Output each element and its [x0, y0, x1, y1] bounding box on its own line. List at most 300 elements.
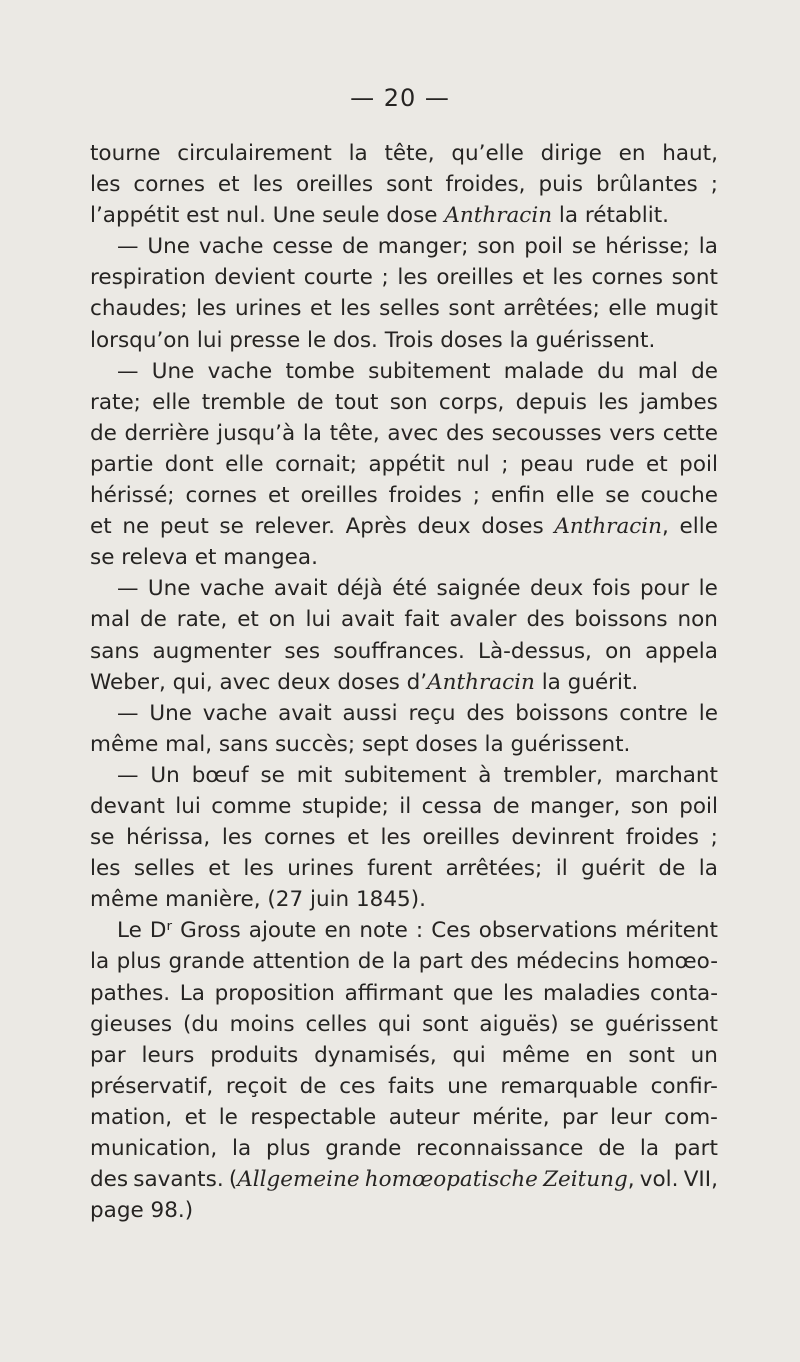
word: et	[347, 825, 369, 851]
word: se	[605, 483, 630, 509]
word: nul	[456, 451, 490, 477]
word: sans	[90, 638, 140, 664]
word: tête,	[329, 420, 380, 446]
word: rude	[585, 451, 635, 477]
word: corps,	[438, 389, 505, 415]
word: attention	[252, 949, 351, 975]
word: lui	[175, 793, 201, 819]
word: jambes	[639, 389, 718, 415]
text-line	[90, 387, 718, 418]
word: la	[392, 949, 412, 975]
word: se	[260, 762, 285, 788]
word: deux	[417, 514, 471, 540]
word: vers	[609, 420, 656, 446]
word: gieuses	[90, 1011, 173, 1037]
word: reconnaissance	[416, 1136, 584, 1161]
word: arrêtées;	[445, 856, 543, 882]
word: elle	[608, 296, 647, 322]
word: Une	[151, 358, 195, 384]
word: la	[348, 141, 368, 166]
word: Après	[345, 514, 407, 540]
word: comme	[211, 793, 292, 819]
word: elle	[152, 389, 191, 415]
word: cesse	[272, 234, 334, 260]
text-line	[90, 418, 718, 449]
text-line	[90, 356, 718, 387]
word: froides	[388, 483, 462, 509]
word: courte	[303, 265, 373, 291]
word: secousses	[491, 420, 602, 446]
word: tremble	[201, 389, 286, 415]
word: trembler,	[503, 762, 603, 788]
word: affirmant	[344, 980, 444, 1006]
italic-text: Anthracin	[444, 203, 553, 229]
word: en	[324, 918, 352, 944]
word: cessa	[421, 793, 483, 819]
text-line	[90, 200, 718, 231]
word: avec	[387, 420, 439, 446]
word: de	[598, 1136, 626, 1161]
word: grande	[325, 1136, 402, 1161]
word: les	[90, 856, 121, 882]
word: guérit	[581, 856, 645, 882]
word: jusqu’à	[217, 420, 296, 446]
word: hérissa,	[126, 825, 211, 851]
word: les	[90, 172, 121, 198]
word: un	[690, 1042, 718, 1068]
word: ;	[710, 825, 718, 851]
word: le	[218, 1104, 238, 1130]
word: que	[452, 980, 494, 1006]
word: respectable	[250, 1104, 377, 1130]
word: il	[555, 856, 568, 882]
word: selles	[379, 296, 440, 322]
word: et	[184, 1104, 207, 1130]
text-segment: se releva et mangea.	[90, 545, 318, 571]
word: couche	[640, 483, 718, 509]
text-line	[90, 1102, 718, 1133]
word: proposition	[214, 980, 335, 1006]
word: ses	[284, 638, 321, 664]
word: doses	[481, 514, 544, 540]
text-line	[90, 822, 718, 853]
word: des	[470, 949, 509, 975]
word: brûlantes	[595, 172, 698, 198]
word: de	[492, 793, 520, 819]
word: celles	[305, 1011, 367, 1037]
word: Dʳ	[149, 918, 173, 944]
text-line	[90, 698, 718, 729]
text-segment: la guérit.	[534, 669, 639, 695]
word: ;	[501, 451, 509, 477]
text-line	[90, 884, 718, 915]
word: leurs	[141, 1042, 195, 1068]
text-line	[90, 262, 718, 293]
word: Une	[149, 700, 192, 726]
word: avait	[273, 576, 328, 602]
text-line	[90, 667, 718, 698]
word: fait	[404, 607, 440, 633]
word: son	[389, 389, 428, 415]
word: vol.	[639, 1167, 679, 1193]
word: Une	[147, 234, 190, 260]
word: cette	[662, 420, 718, 446]
word: poil	[679, 451, 718, 477]
word: en	[618, 141, 646, 166]
word: Ces	[431, 918, 471, 944]
word: —	[117, 234, 139, 260]
word: Le	[117, 918, 142, 944]
word: remarquable	[500, 1073, 638, 1099]
word: sont	[422, 1011, 469, 1037]
word: dynamisés,	[314, 1042, 437, 1068]
word: la	[302, 420, 322, 446]
word: qu’elle	[451, 141, 524, 166]
word: de	[691, 358, 718, 384]
word: méritent	[625, 918, 718, 944]
word: vache	[202, 700, 268, 726]
word: vache	[199, 576, 265, 602]
word: guérissent	[604, 1011, 718, 1037]
word: mal	[637, 358, 678, 384]
word: les	[380, 825, 411, 851]
text-line	[90, 1071, 718, 1102]
word: contre	[619, 700, 688, 726]
word: maladies	[543, 980, 641, 1006]
word: sont	[386, 172, 433, 198]
word: grande	[168, 949, 245, 975]
word: se	[571, 234, 597, 260]
word: (Allgemeine	[228, 1167, 360, 1193]
word: —	[117, 762, 139, 788]
word: augmenter	[152, 638, 272, 664]
text-segment: Weber, qui, avec deux doses d’	[90, 669, 428, 695]
text-line	[90, 1164, 718, 1195]
word: ;	[710, 172, 718, 198]
word: ajoute	[248, 918, 317, 944]
word: on	[268, 607, 296, 633]
word: et	[237, 607, 259, 633]
word: Une	[147, 576, 191, 602]
word: auteur	[388, 1104, 460, 1130]
word: urines	[287, 856, 354, 882]
word: souffrances.	[333, 638, 465, 664]
word: mit	[296, 762, 333, 788]
word: conta-	[650, 980, 718, 1006]
word: homœopatische	[364, 1167, 538, 1193]
word: ces	[339, 1073, 376, 1099]
word: reçoit	[225, 1073, 287, 1099]
word: hérissé;	[90, 483, 175, 509]
word: boissons	[515, 700, 609, 726]
word: stupide;	[301, 793, 389, 819]
word: enfin	[490, 483, 545, 509]
text-line	[90, 449, 718, 480]
word: appela	[645, 638, 718, 664]
word: des	[445, 420, 485, 446]
page-number: — 20 —	[350, 84, 450, 112]
word: —	[117, 358, 139, 384]
word: avait	[340, 607, 395, 633]
word: le	[698, 576, 718, 602]
word: appétit	[368, 451, 445, 477]
word: VII,	[683, 1167, 718, 1193]
word: cornes	[133, 172, 205, 198]
word: été	[392, 576, 428, 602]
word: ne	[122, 514, 150, 540]
text-line	[90, 231, 718, 262]
text-line	[90, 325, 718, 356]
word: plus	[116, 949, 162, 975]
word: observations	[478, 918, 618, 944]
word: subitement	[344, 762, 467, 788]
word: peau	[519, 451, 574, 477]
word: se	[90, 825, 115, 851]
word: le	[698, 700, 718, 726]
word: circulairement	[177, 141, 332, 166]
word: mérite,	[472, 1104, 550, 1130]
word: on	[605, 638, 632, 664]
word: les	[552, 265, 583, 291]
word: partie	[90, 451, 154, 477]
word: arrêtées;	[503, 296, 600, 322]
word: ;	[381, 265, 389, 291]
text-line	[90, 511, 718, 542]
word: non	[677, 607, 718, 633]
word: déjà	[336, 576, 383, 602]
word: plus	[265, 1136, 311, 1161]
word: Gross	[180, 918, 241, 944]
word: et	[217, 172, 240, 198]
word: même	[501, 1042, 570, 1068]
word: elle	[555, 483, 595, 509]
word: aiguës)	[479, 1011, 559, 1037]
word: depuis	[515, 389, 587, 415]
word: manger,	[530, 793, 621, 819]
word: et	[309, 296, 332, 322]
text-line	[90, 293, 718, 324]
text-line	[90, 729, 718, 760]
word: (du	[183, 1011, 219, 1037]
word: com-	[664, 1104, 718, 1130]
word: confir-	[650, 1073, 718, 1099]
text-segment: même mal, sans succès; sept doses la guérissent.	[90, 731, 631, 757]
word: tourne	[90, 141, 161, 166]
word: elle	[225, 451, 264, 477]
text-line	[90, 853, 718, 884]
text-line	[90, 791, 718, 822]
word: Zeitung,	[543, 1167, 635, 1193]
text-line	[90, 1195, 718, 1226]
word: médecins	[515, 949, 620, 975]
word: urines	[234, 296, 302, 322]
word: les	[598, 389, 629, 415]
word: sont	[448, 296, 495, 322]
text-line	[90, 480, 718, 511]
word: avaler	[449, 607, 517, 633]
text-segment: page 98.)	[90, 1198, 194, 1224]
word: respiration	[90, 265, 206, 291]
word: saignée	[436, 576, 521, 602]
word: La	[179, 980, 205, 1006]
word: lui	[305, 607, 332, 633]
word: qui	[452, 1042, 486, 1068]
word: malade	[503, 358, 584, 384]
word: de	[357, 949, 385, 975]
word: mal	[90, 607, 131, 633]
word: homœo-	[626, 949, 718, 975]
word: chaudes;	[90, 296, 188, 322]
text-line	[90, 604, 718, 635]
word: elle	[679, 514, 718, 540]
word: rate,	[176, 607, 228, 633]
word: oreilles	[436, 265, 514, 291]
word: part	[673, 1136, 718, 1161]
word: deux	[530, 576, 584, 602]
word: de	[341, 234, 369, 260]
word: peut	[159, 514, 209, 540]
word: des	[526, 607, 565, 633]
word: la	[698, 856, 718, 882]
word: part	[418, 949, 463, 975]
word: vache	[198, 234, 264, 260]
word: mugit	[655, 296, 718, 322]
text-line	[90, 138, 718, 169]
text-line	[90, 636, 718, 667]
word: son	[630, 793, 669, 819]
word: note	[359, 918, 408, 944]
word: tête,	[384, 141, 435, 166]
word: il	[399, 793, 412, 819]
word: derrière	[124, 420, 210, 446]
word: avait	[278, 700, 332, 726]
word: devinrent	[511, 825, 615, 851]
word: poil	[524, 234, 564, 260]
word: la	[698, 234, 718, 260]
word: savants.	[133, 1167, 224, 1193]
word: vache	[207, 358, 273, 384]
text-line	[90, 760, 718, 791]
text-line	[90, 542, 718, 573]
word: selles	[133, 856, 195, 882]
word: sont	[671, 265, 718, 291]
text-line	[90, 978, 718, 1009]
word: :	[415, 918, 424, 944]
text-line	[90, 1133, 718, 1164]
word: puis	[538, 172, 583, 198]
word: les	[502, 980, 534, 1006]
word: oreilles	[295, 172, 374, 198]
word: froides	[625, 825, 699, 851]
word: une	[447, 1073, 488, 1099]
word: se	[219, 514, 244, 540]
word: préservatif,	[90, 1073, 214, 1099]
word: les	[221, 825, 253, 851]
body-text	[90, 138, 718, 1226]
word: de	[90, 420, 117, 446]
word: ;	[472, 483, 480, 509]
word: qui	[377, 1011, 412, 1037]
word: hérisse;	[605, 234, 690, 260]
text-segment: l’appétit est nul. Une seule dose	[90, 203, 445, 229]
word: oreilles	[422, 825, 500, 851]
word: les	[243, 856, 274, 882]
text-line	[90, 915, 718, 946]
word: par	[562, 1104, 598, 1130]
word: aussi	[342, 700, 398, 726]
word: bœuf	[191, 762, 249, 788]
word: cornes	[185, 483, 257, 509]
word: relever.	[254, 514, 335, 540]
word: rate;	[90, 389, 141, 415]
word: et	[522, 265, 544, 291]
word: des	[466, 700, 505, 726]
word: se	[569, 1011, 595, 1037]
word: boissons	[574, 607, 668, 633]
word: devant	[90, 793, 165, 819]
word: les	[252, 172, 283, 198]
word: la	[231, 1136, 252, 1161]
word: furent	[367, 856, 433, 882]
text-segment: même manière, (27 juin 1845).	[90, 887, 426, 913]
word: pathes.	[90, 980, 171, 1006]
word: à	[478, 762, 492, 788]
italic-text: Anthracin	[427, 669, 535, 695]
word: produits	[210, 1042, 299, 1068]
word: la	[90, 949, 110, 975]
word: les	[340, 296, 371, 322]
word: en	[585, 1042, 613, 1068]
text-segment: lorsqu’on lui presse le dos. Trois doses la guérissent.	[90, 327, 656, 353]
word: cornes	[591, 265, 663, 291]
word: mation,	[90, 1104, 173, 1130]
word: et	[90, 514, 112, 540]
word: devient	[214, 265, 296, 291]
text-line	[90, 169, 718, 200]
word: oreilles	[300, 483, 378, 509]
word: cornes	[263, 825, 336, 851]
word: faits	[388, 1073, 435, 1099]
word: haut,	[662, 141, 718, 166]
word: —	[117, 700, 139, 726]
word: par	[90, 1042, 126, 1068]
word: Anthracin,	[554, 514, 669, 540]
word: et	[646, 451, 668, 477]
word: —	[117, 576, 139, 602]
word: Là-dessus,	[478, 638, 592, 664]
word: et	[208, 856, 230, 882]
word: de	[140, 607, 167, 633]
word: la	[639, 1136, 660, 1161]
word: tombe	[285, 358, 355, 384]
word: des	[90, 1167, 129, 1193]
text-segment: la rétablit.	[552, 203, 669, 229]
word: froides,	[445, 172, 526, 198]
word: leur	[610, 1104, 652, 1130]
word: marchant	[614, 762, 718, 788]
word: du	[597, 358, 625, 384]
word: Un	[150, 762, 180, 788]
word: de	[658, 856, 686, 882]
word: poil	[679, 793, 718, 819]
text-line	[90, 1040, 718, 1071]
word: et	[267, 483, 290, 509]
word: subitement	[368, 358, 491, 384]
word: munication,	[90, 1136, 218, 1161]
text-line	[90, 573, 718, 604]
word: moins	[229, 1011, 295, 1037]
word: de	[296, 389, 324, 415]
